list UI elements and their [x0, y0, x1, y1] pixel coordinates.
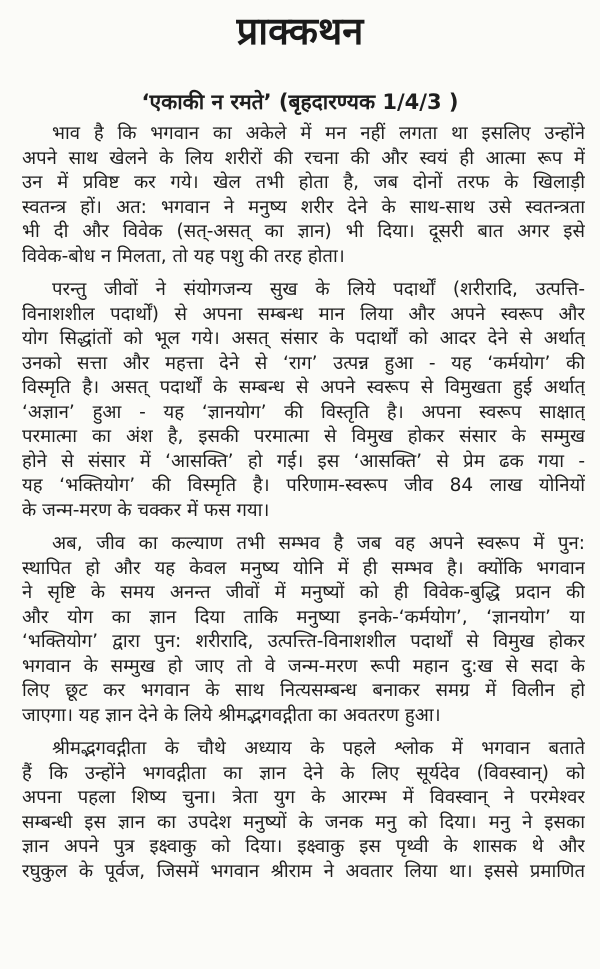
- text-line: भी दी और विवेक (सत्-असत् का ज्ञान) भी दिया। दूसरी बात अगर इसे: [22, 221, 585, 242]
- text-line: योग सिद्धांतों को भूल गये। असत् संसार के पदार्थों को आदर देने से अर्थात्: [22, 328, 585, 349]
- text-line: सम्बन्धी इस ज्ञान का उपदेश मनुष्यों के जनक मनु को दिया। मनु ने इसका: [22, 811, 585, 833]
- text-line: विनाशशील पदार्थों) से अपना सम्बन्ध मान लिया और अपने स्वरूप और: [22, 303, 585, 325]
- text-line: स्थापित हो और यह केवल मनुष्य योनि में ही सम्भव है। क्योंकि भगवान: [22, 557, 585, 579]
- text-line: अब, जीव का कल्याण तभी सम्भव है जब वह अपने स्वरूप में पुन:: [52, 533, 585, 554]
- text-line: के जन्म-मरण के चक्कर में फस गया।: [22, 499, 270, 521]
- text-line: अपने साथ खेलने के लिय शरीरों की रचना की और स्वयं ही आत्मा रूप में: [22, 147, 585, 169]
- text-line: विस्मृति है। असत् पदार्थों के सम्बन्ध से अपने स्वरूप से विमुखता हुई अर्थात्: [22, 377, 585, 398]
- text-line: विवेक-बोध न मिलता, तो यह पशु की तरह होता।: [22, 245, 345, 267]
- text-line: जाएगा। यह ज्ञान देने के लिये श्रीमद्भगवद्गीता का अवतरण हुआ।: [22, 704, 441, 726]
- text-line: होने से संसार में ‘आसक्ति’ हो गई। इस ‘आसक्ति’ से प्रेम ढक गया -: [22, 450, 585, 472]
- text-line: हैं कि उन्होंने भगवद्गीता का ज्ञान देने के लिए सूर्यदेव (विवस्वान्) को: [22, 762, 585, 784]
- paragraph: [22, 737, 585, 884]
- text-line: उनको सत्ता और महत्ता देने से ‘राग’ उत्पन्न हुआ - यह ‘कर्मयोग’ की: [22, 352, 585, 374]
- text-line: लिए छूट कर भगवान के साथ नित्यसम्बन्ध बनाकर समग्र में विलीन हो: [22, 680, 585, 701]
- text-line: ज्ञान अपने पुत्र इक्ष्वाकु को दिया। इक्ष्वाकु इस पृथ्वी के शासक थे और: [22, 836, 585, 857]
- text-line: और योग का ज्ञान दिया ताकि मनुष्या इनके-‘कर्मयोग’, ‘ज्ञानयोग’ या: [22, 606, 585, 628]
- text-line: परमात्मा का अंश है, इसकी परमात्मा से विमुख होकर संसार के सम्मुख: [22, 426, 585, 447]
- paragraph: [22, 532, 585, 728]
- text-line: ‘भक्तियोग’ द्वारा पुन: शरीरादि, उत्पत्त्ति-विनाशशील पदार्थों से विमुख होकर: [22, 631, 585, 652]
- text-line: परन्तु जीवों ने संयोगजन्य सुख के लिये पदार्थों (शरीरादि, उत्पत्ति-: [52, 279, 585, 300]
- body-text: [22, 122, 585, 893]
- text-line: भाव है कि भगवान का अकेले में मन नहीं लगता था इसलिए उन्होंने: [52, 123, 585, 144]
- text-line: ने सृष्टि के समय अनन्त जीवों में मनुष्यों को ही विवेक-बुद्धि प्रदान की: [22, 582, 585, 603]
- page-title: प्राक्कथन: [236, 9, 364, 53]
- paragraph: [22, 278, 585, 523]
- text-line: यह ‘भक्तियोग’ की विस्मृति है। परिणाम-स्वरूप जीव 84 लाख योनियों: [22, 475, 585, 496]
- text-line: अपना पहला शिष्य चुना। त्रेता युग के आरम्भ में विवस्वान् ने परमेश्वर: [22, 787, 585, 808]
- text-line: श्रीमद्भगवद्गीता के चौथे अध्याय के पहले श्लोक में भगवान बताते: [52, 738, 585, 759]
- paragraph: [22, 122, 585, 269]
- text-line: उन में प्रविष्ट कर गये। खेल तभी होता है, जब दोनों तरफ के खिलाड़ी: [22, 172, 585, 193]
- text-line: रघुकुल के पूर्वज, जिसमें भगवान श्रीराम ने अवतार लिया था। इससे प्रमाणित: [22, 860, 585, 882]
- section-subtitle: ‘एकाकी न रमते’ (बृहदारण्यक 1/4/3 ): [141, 90, 459, 114]
- text-line: भगवान के सम्मुख हो जाए तो वे जन्म-मरण रूपी महान दु:ख से सदा के: [22, 655, 585, 677]
- text-line: स्वतन्त्र हों। अत: भगवान ने मनुष्य शरीर देने के साथ-साथ उसे स्वतन्त्रता: [22, 196, 585, 218]
- text-line: ‘अज्ञान’ हुआ - यह ‘ज्ञानयोग’ की विस्तृति है। अपना स्वरूप साक्षात्: [22, 401, 585, 423]
